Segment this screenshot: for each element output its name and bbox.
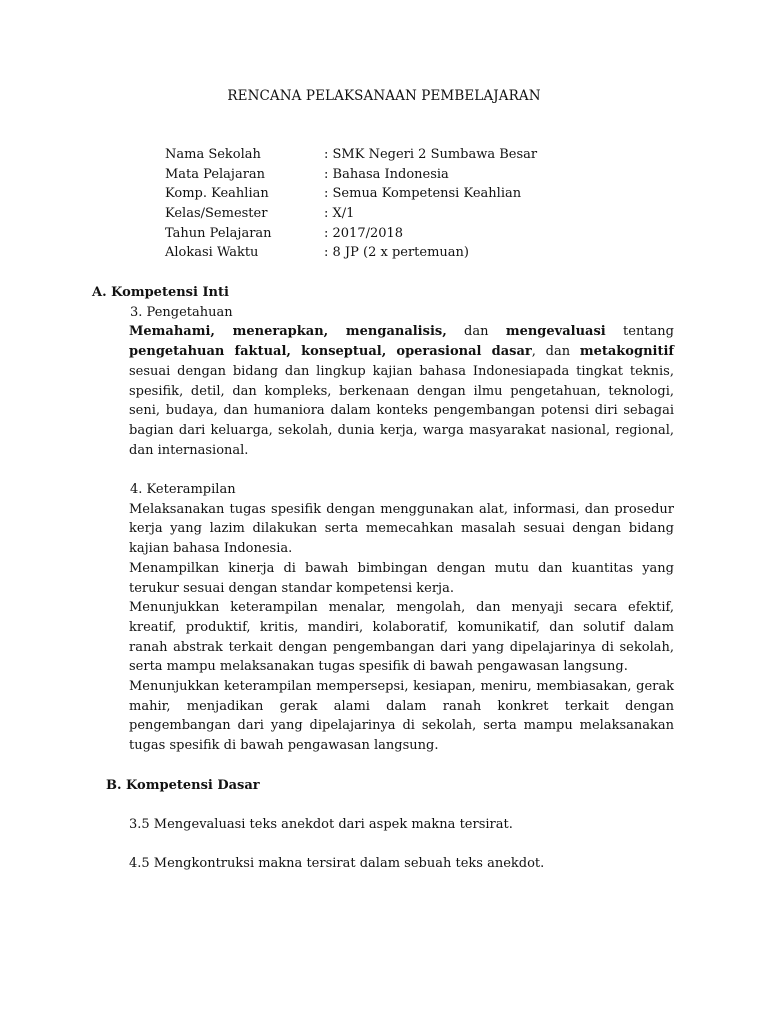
identity-row	[165, 184, 537, 204]
kd-item: 3.5 Mengevaluasi teks anekdot dari aspek makna tersirat.	[129, 816, 513, 832]
identity-row	[165, 224, 537, 244]
ki3-bold-3: pengetahuan faktual, konseptual, operasional dasar	[129, 344, 532, 360]
identity-value: : 2017/2018	[324, 225, 404, 241]
ki3-bold-4: metakognitif	[579, 344, 674, 360]
identity-table	[165, 145, 537, 263]
identity-row	[165, 165, 537, 185]
identity-row	[165, 145, 537, 165]
identity-label: Mata Pelajaran	[165, 166, 266, 182]
document-body	[92, 283, 674, 874]
identity-value: : SMK Negeri 2 Sumbawa Besar	[324, 147, 538, 162]
ki3-heading: 3. Pengetahuan	[130, 304, 233, 320]
spacer	[92, 756, 674, 776]
identity-value: : Semua Kompetensi Keahlian	[324, 186, 522, 202]
ki4-paragraph: Melaksanakan tugas spesifik dengan menggunakan alat, informasi, dan prosedur kerja yang lazim dilakukan serta memecahkan masalah sesuai dengan bidang kajian bahasa Indonesia.	[129, 501, 674, 557]
section-a-title: A. Kompetensi Inti	[92, 285, 229, 300]
identity-label: Kelas/Semester	[165, 206, 268, 222]
identity-value: : Bahasa Indonesia	[324, 166, 449, 182]
ki3-paragraph	[129, 322, 674, 460]
ki4-paragraph: Menampilkan kinerja di bawah bimbingan dengan mutu dan kuantitas yang terukur sesuai dengan standar kompetensi kerja.	[129, 560, 674, 596]
identity-value: : 8 JP (2 x pertemuan)	[324, 245, 469, 261]
ki3-text-3: , dan	[531, 344, 580, 360]
ki3-bold-1: Memahami, menerapkan, menganalisis,	[129, 324, 447, 340]
ki3-text-2: tentang	[605, 324, 674, 340]
kd-item: 4.5 Mengkontruksi makna tersirat dalam sebuah teks anekdot.	[129, 856, 545, 872]
spacer	[92, 795, 674, 815]
identity-label: Nama Sekolah	[165, 147, 261, 162]
ki4-heading: 4. Keterampilan	[130, 482, 236, 498]
identity-row	[165, 204, 537, 224]
identity-label: Tahun Pelajaran	[165, 225, 272, 241]
spacer	[92, 835, 674, 855]
ki3-bold-2: mengevaluasi	[505, 324, 606, 340]
section-b-title: B. Kompetensi Dasar	[106, 777, 260, 793]
spacer	[92, 460, 674, 480]
identity-label: Alokasi Waktu	[165, 245, 259, 261]
document-title: RENCANA PELAKSANAAN PEMBELAJARAN	[227, 88, 541, 104]
ki3-text-1: dan	[446, 324, 506, 340]
ki4-paragraph: Menunjukkan keterampilan mempersepsi, kesiapan, meniru, membiasakan, gerak mahir, menjadikan gerak alami dalam ranah konkret terkait dengan pengembangan dari yang dipelajarinya di sekolah, serta mampu melaksanakan tugas spesifik di bawah pengawasan langsung.	[129, 679, 674, 754]
ki3-text-4: sesuai dengan bidang dan lingkup kajian bahasa Indonesiapada tingkat teknis, spesifik, detil, dan kompleks, berkenaan dengan ilmu pengetahuan, teknologi, seni, budaya, dan humaniora dalam konteks pengembangan potensi diri sebagai bagian dari keluarga, sekolah, dunia kerja, warga masyarakat nasional, regional, dan internasional.	[129, 363, 674, 458]
ki4-paragraph: Menunjukkan keterampilan menalar, mengolah, dan menyaji secara efektif, kreatif, produktif, kritis, mandiri, kolaboratif, komunikatif, dan solutif dalam ranah abstrak terkait dengan pengembangan dari yang dipelajarinya di sekolah, serta mampu melaksanakan tugas spesifik di bawah pengawasan langsung.	[129, 600, 674, 675]
identity-label: Komp. Keahlian	[165, 186, 269, 202]
identity-row	[165, 243, 537, 263]
identity-value: : X/1	[324, 206, 355, 222]
